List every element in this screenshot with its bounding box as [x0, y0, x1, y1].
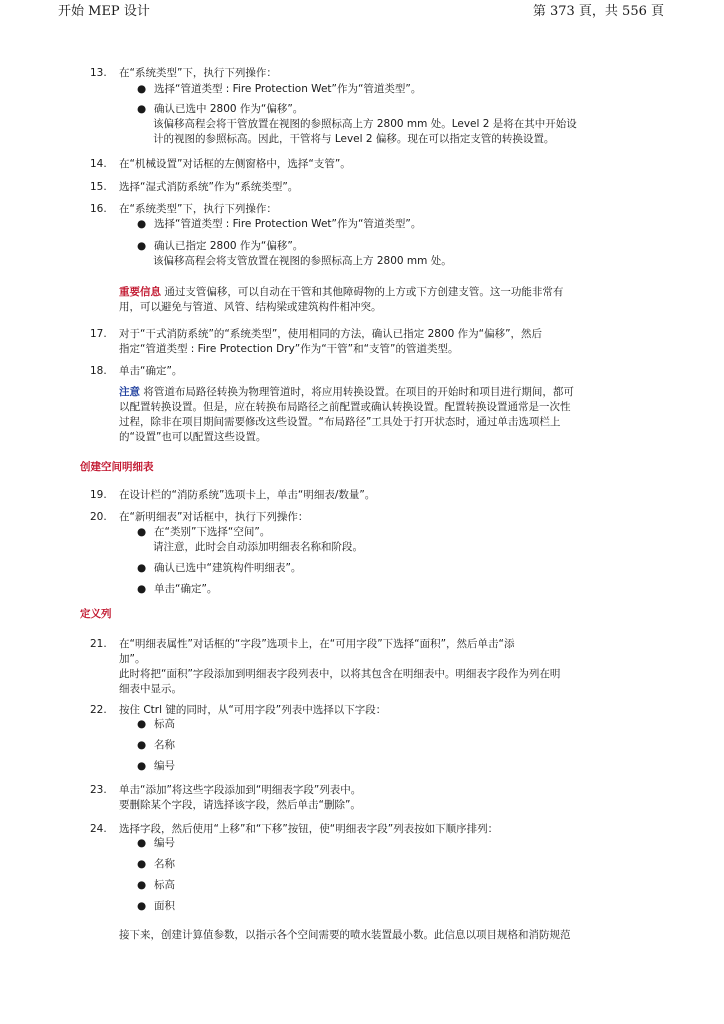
bullet-icon: ● [137, 562, 147, 574]
bullet-icon: ● [137, 218, 147, 230]
list-item-detail: 该偏移高程会将干管放置在视图的参照标高上方 2800 mm 处。Level 2 是将在其中开始设 计的视图的参照标高。因此，干管将与 Level 2 偏移。现在可以指定支管的转换设置。 [153, 118, 577, 145]
bullet-icon: ● [137, 83, 147, 95]
bullet-icon: ● [137, 718, 147, 730]
list-item-detail: 请注意，此时会自动添加明细表名称和阶段。 [153, 541, 363, 553]
bullet-icon: ● [137, 879, 147, 891]
page-header [0, 0, 724, 18]
page-counter: 第 373 頁，共 556 頁 [532, 4, 664, 19]
list-item-detail: 该偏移高程会将支管放置在视图的参照标高上方 2800 mm 处。 [153, 255, 452, 267]
closing-paragraph: 接下来，创建计算值参数，以指示各个空间需要的喷水装置最小数。此信息以项目规格和消防规范 [119, 929, 571, 941]
important-note: 重要信息 通过支管偏移，可以自动在干管和其他障碍物的上方或下方创建支管。这一功能非常有 用，可以避免与管道、风管、结构梁或建筑构件相冲突。 [119, 286, 564, 313]
document-title: 开始 MEP 设计 [58, 4, 150, 19]
bullet-icon: ● [137, 858, 147, 870]
note-label: 注意 [119, 386, 140, 398]
important-label: 重要信息 [119, 286, 161, 298]
bullet-icon: ● [137, 583, 147, 595]
bullet-icon: ● [137, 837, 147, 849]
bullet-icon: ● [137, 760, 147, 772]
note-block: 注意 将管道布局路径转换为物理管道时，将应用转换设置。在项目的开始时和项目进行期间，都可 以配置转换设置。但是，应在转换布局路径之前配置或确认转换设置。配置转换设置通常是一次性 过程，除非在项目期间需要修改这些设置。“布局路径”工具处于打开状态时，通过单击选项栏上 的“设置”也可以配置这些设置。 [119, 386, 574, 443]
bullet-icon: ● [137, 739, 147, 751]
bullet-icon: ● [137, 240, 147, 252]
bullet-icon: ● [137, 526, 147, 538]
section-heading-create-schedule: 创建空间明细表 [80, 461, 154, 473]
bullet-icon: ● [137, 900, 147, 912]
bullet-icon: ● [137, 103, 147, 115]
section-heading-define-columns: 定义列 [80, 608, 112, 620]
